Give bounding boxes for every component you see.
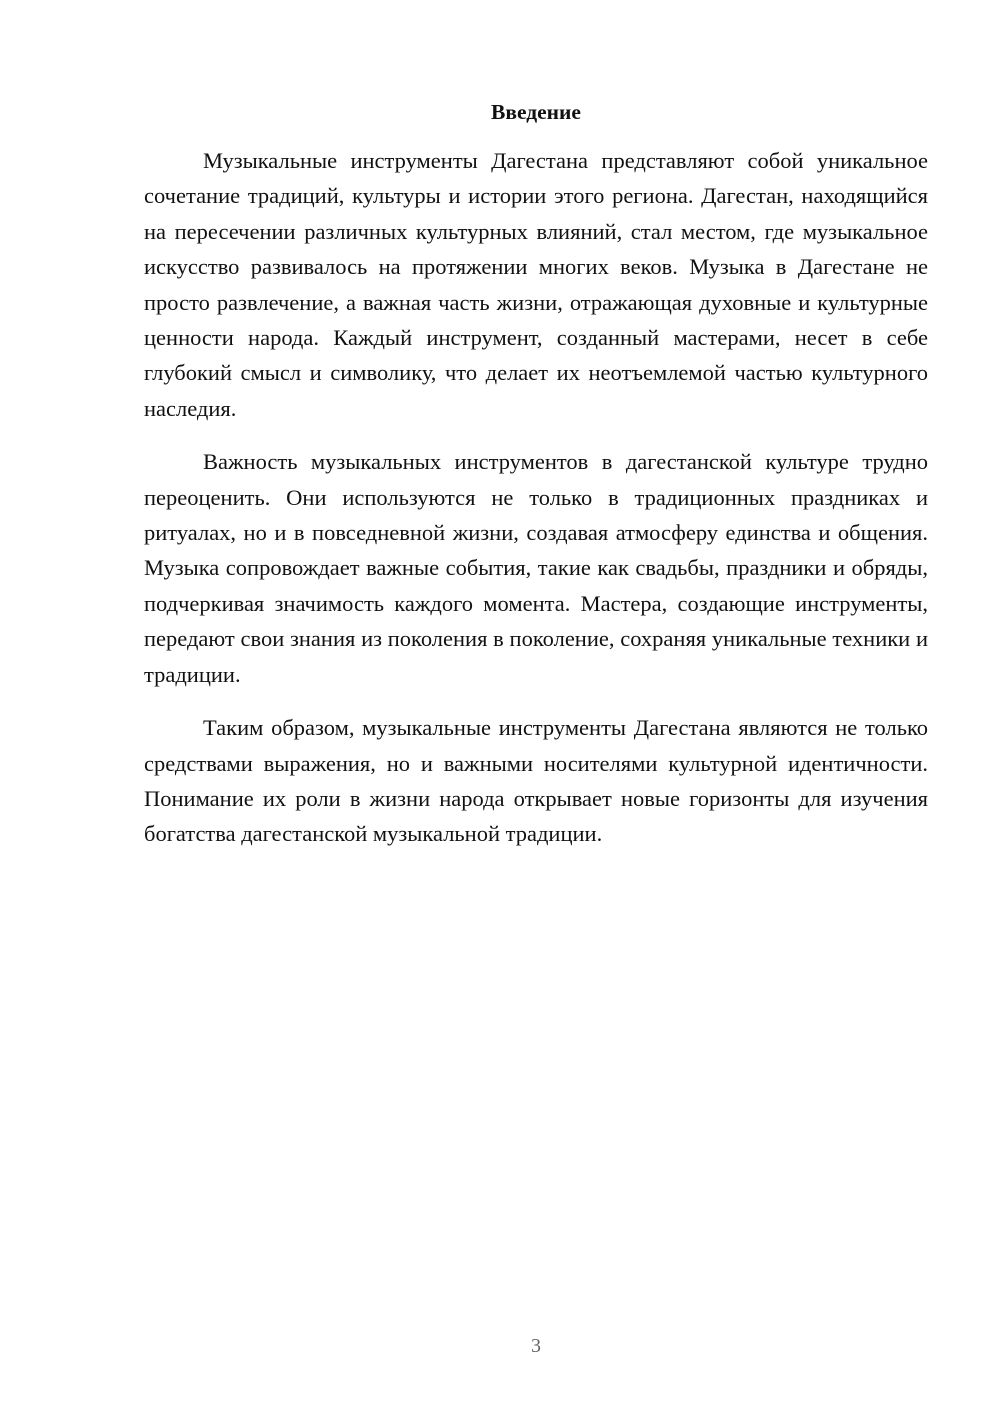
page-heading: Введение [491,100,581,124]
paragraph-3: Таким образом, музыкальные инструменты Дагестана являются не только средствами выражения, но и важными носителями культурной идентичности. Понимание их роли в жизни народа открывает новые горизонты для изучения богатства дагестанской музыкальной традиции. [144,715,928,847]
paragraph-1: Музыкальные инструменты Дагестана представляют собой уникальное сочетание традиций, культуры и истории этого региона. Дагестан, находящийся на пересечении различных культурных влияний, стал местом, где музыкальное искусство развивалось на протяжении многих веков. Музыка в Дагестане не просто развлечение, а важная часть жизни, отражающая духовные и культурные ценности народа. Каждый инструмент, созданный мастерами, несет в себе глубокий смысл и символику, что делает их неотъемлемой частью культурного наследия. [144,148,928,421]
page-number: 3 [531,1335,541,1357]
body-text [144,143,928,852]
paragraph-2: Важность музыкальных инструментов в дагестанской культуре трудно переоценить. Они используются не только в традиционных праздниках и ритуалах, но и в повседневной жизни, создавая атмосферу единства и общения. Музыка сопровождает важные события, такие как свадьбы, праздники и обряды, подчеркивая значимость каждого момента. Мастера, создающие инструменты, передают свои знания из поколения в поколение, сохраняя уникальные техники и традиции. [144,449,928,687]
